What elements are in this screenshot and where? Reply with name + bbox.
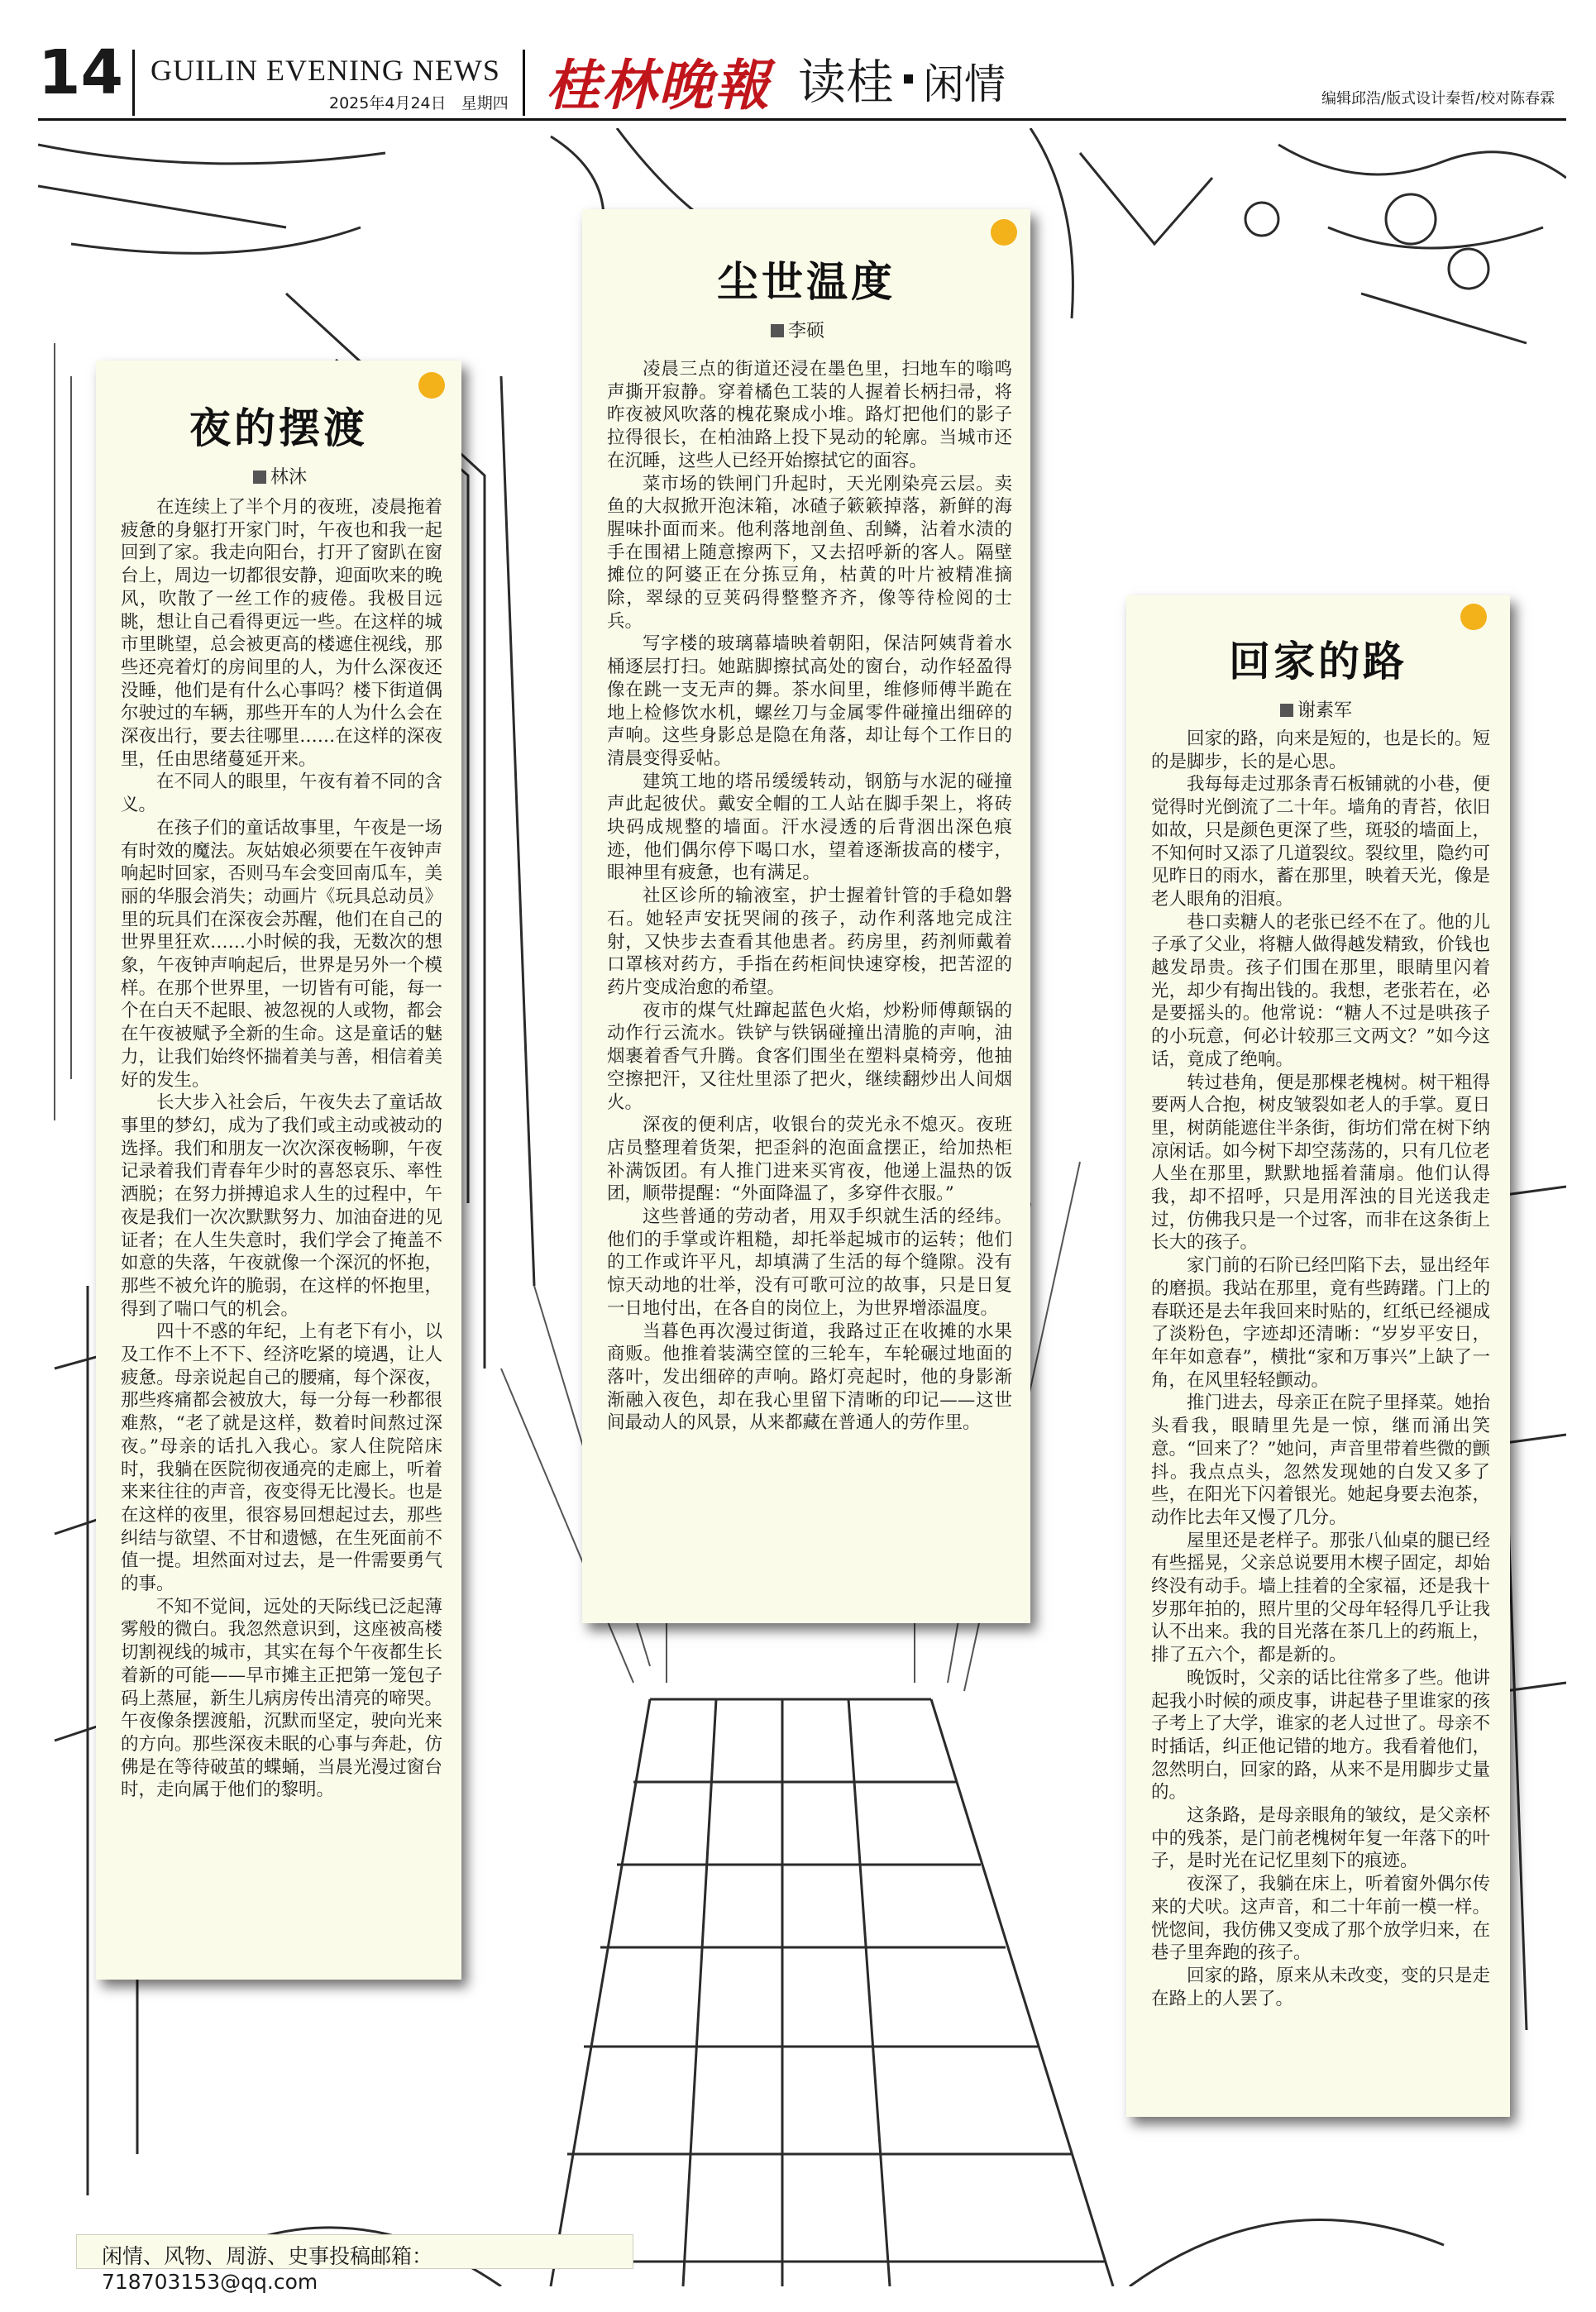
paragraph: 推门进去，母亲正在院子里择菜。她抬头看我，眼睛里先是一惊，继而涌出笑意。“回来了？”她问，声音里带着些微的颤抖。我点点头，忽然发现她的白发又多了些，在阳光下闪着银光。她起身要去泡茶，动作比去年又慢了几分。: [1151, 1392, 1490, 1528]
article-author: [253, 463, 461, 489]
issue-date: [329, 91, 509, 113]
editor-credits: 编辑邱浩/版式设计秦哲/校对陈春霖: [1321, 90, 1555, 107]
paragraph: 深夜的便利店，收银台的荧光永不熄灭。夜班店员整理着货架，把歪斜的泡面盒摆正，给加热柜补满饭团。有人推门进来买宵夜，他递上温热的饭团，顺带提醒：“外面降温了，多穿件衣服。”: [607, 1115, 1012, 1205]
article-panel-worldly-warmth: [582, 209, 1030, 1623]
dot-separator: [904, 74, 913, 84]
paragraph: 当暮色再次漫过街道，我路过正在收摊的水果商贩。他推着装满空筐的三轮车，车轮碾过地面的落叶，发出细碎的声响。路灯亮起时，他的身影渐渐融入夜色，却在我心里留下清晰的印记——这世间最动人的风景，从来都藏在普通人的劳作里。: [607, 1321, 1012, 1434]
orange-dot-badge: [991, 219, 1017, 246]
article-panel-night-ferry: [96, 361, 461, 1980]
author-square-icon: [1280, 704, 1293, 717]
paragraph: 晚饭时，父亲的话比往常多了些。他讲起我小时候的顽皮事，讲起巷子里谁家的孩子考上了大学，谁家的老人过世了。母亲不时插话，纠正他记错的地方。我看着他们，忽然明白，回家的路，从来不是用脚步丈量的。: [1151, 1667, 1490, 1803]
orange-dot-badge: [418, 372, 445, 399]
paragraph: 在连续上了半个月的夜班，凌晨拖着疲惫的身躯打开家门时，午夜也和我一起回到了家。我走向阳台，打开了窗趴在窗台上，周边一切都很安静，迎面吹来的晚风，吹散了一丝工作的疲倦。我极目远眺，想让自己看得更远一些。在这样的城市里眺望，总会被更高的楼遮住视线，那些还亮着灯的房间里的人，为什么深夜还没睡，他们是有什么心事吗？楼下街道偶尔驶过的车辆，那些开车的人为什么会在深夜出行，要去往哪里……在这样的深夜里，任由思绪蔓延开来。: [121, 497, 442, 770]
author-name: 谢素军: [1297, 700, 1353, 721]
section-title: [798, 43, 1006, 112]
paragraph: 夜市的煤气灶蹿起蓝色火焰，炒粉师傅颠锅的动作行云流水。铁铲与铁锅碰撞出清脆的声响，油烟裹着香气升腾。食客们围坐在塑料桌椅旁，他抽空擦把汗，又往灶里添了把火，继续翻炒出人间烟火。: [607, 1000, 1012, 1113]
paragraph: 屋里还是老样子。那张八仙桌的腿已经有些摇晃，父亲总说要用木楔子固定，却始终没有动手。墙上挂着的全家福，还是我十岁那年拍的，照片里的父母年轻得几乎让我认不出来。我的目光落在茶几上的药瓶上，排了五六个，都是新的。: [1151, 1530, 1490, 1666]
author-square-icon: [253, 471, 266, 484]
masthead: [0, 0, 1596, 124]
paragraph: 回家的路，向来是短的，也是长的。短的是脚步，长的是心思。: [1151, 728, 1490, 772]
paragraph: 建筑工地的塔吊缓缓转动，钢筋与水泥的碰撞声此起彼伏。戴安全帽的工人站在脚手架上，将砖块码成规整的墙面。汗水浸透的后背洇出深色痕迹，他们偶尔停下喝口水，望着逐渐拔高的楼宇，眼神里有疲惫，也有满足。: [607, 771, 1012, 884]
author-name: 李硕: [788, 321, 825, 342]
author-name: 林沐: [270, 467, 308, 488]
paragraph: 这些普通的劳动者，用双手织就生活的经纬。他们的手掌或许粗糙，却托举起城市的运转；他们的工作或许平凡，却填满了生活的每个缝隙。没有惊天动地的壮举，没有可歌可泣的故事，只是日复一日地付出，在各自的岗位上，为世界增添温度。: [607, 1206, 1012, 1319]
article-title: 夜的摆渡: [189, 404, 368, 452]
date-text: 2025年4月24日: [329, 94, 447, 112]
paragraph: 凌晨三点的街道还浸在墨色里，扫地车的嗡鸣声撕开寂静。穿着橘色工装的人握着长柄扫帚，将昨夜被风吹落的槐花聚成小堆。路灯把他们的影子拉得很长，在柏油路上投下晃动的轮廓。当城市还在沉睡，这些人已经开始擦拭它的面容。: [607, 359, 1012, 471]
article-title: 尘世温度: [717, 258, 896, 306]
paragraph: 菜市场的铁闸门升起时，天光刚染亮云层。卖鱼的大叔掀开泡沫箱，冰碴子簌簌掉落，新鲜的海腥味扑面而来。他利落地剖鱼、刮鳞，沾着水渍的手在围裙上随意擦两下，又去招呼新的客人。隔壁摊位的阿婆正在分拣豆角，枯黄的叶片被精准摘除，翠绿的豆荚码得整整齐齐，像等待检阅的士兵。: [607, 473, 1012, 632]
article-body: [121, 496, 442, 1802]
article-author: [1280, 696, 1510, 722]
weekday-text: 星期四: [461, 94, 509, 112]
submission-email-text: 闲情、风物、周游、史事投稿邮箱：718703153@qq.com: [102, 2244, 433, 2294]
paragraph: 这条路，是母亲眼角的皱纹，是父亲杯中的残茶，是门前老槐树年复一年落下的叶子，是时光在记忆里刻下的痕迹。: [1151, 1805, 1490, 1872]
paragraph: 巷口卖糖人的老张已经不在了。他的儿子承了父业，将糖人做得越发精致，价钱也越发昂贵。孩子们围在那里，眼睛里闪着光，却少有掏出钱的。我想，老张若在，必是要摇头的。他常说：“糖人不过是哄孩子的小玩意，何必计较那三文两文？”如今这话，竟成了绝响。: [1151, 911, 1490, 1070]
article-body: [607, 358, 1012, 1435]
paragraph: 不知不觉间，远处的天际线已泛起薄雾般的微白。我忽然意识到，这座被高楼切割视线的城市，其实在每个午夜都生长着新的可能——早市摊主正把第一笼包子码上蒸屉，新生儿病房传出清亮的啼哭。午夜像条摆渡船，沉默而坚定，驶向光来的方向。那些深夜未眠的心事与奔赴，仿佛是在等待破茧的蝶蛹，当晨光漫过窗台时，走向属于他们的黎明。: [121, 1596, 442, 1801]
paragraph: 写字楼的玻璃幕墙映着朝阳，保洁阿姨背着水桶逐层打扫。她踮脚擦拭高处的窗台，动作轻盈得像在跳一支无声的舞。茶水间里，维修师傅半跪在地上检修饮水机，螺丝刀与金属零件碰撞出细碎的声响。这些身影总是隐在角落，却让每个工作日的清晨变得妥帖。: [607, 633, 1012, 769]
paper-english-name: GUILIN EVENING NEWS: [151, 54, 500, 87]
paragraph: 回家的路，原来从未改变，变的只是走在路上的人罢了。: [1151, 1965, 1490, 2009]
paragraph: 夜深了，我躺在床上，听着窗外偶尔传来的犬吠。这声音，和二十年前一模一样。恍惚间，我仿佛又变成了那个放学归来，在巷子里奔跑的孩子。: [1151, 1874, 1490, 1964]
page-number: 14: [38, 37, 123, 108]
paragraph: 转过巷角，便是那棵老槐树。树干粗得要两人合抱，树皮皱裂如老人的手掌。夏日里，树荫能遮住半条街，街坊们常在树下纳凉闲话。如今树下却空荡荡的，只有几位老人坐在那里，默默地摇着蒲扇。他们认得我，却不招呼，只是用浑浊的目光送我走过，仿佛我只是一个过客，而非在这条街上长大的孩子。: [1151, 1072, 1490, 1254]
article-title: 回家的路: [1229, 638, 1407, 685]
paragraph: 四十不惑的年纪，上有老下有小，以及工作不上不下、经济吃紧的境遇，让人疲惫。母亲说起自己的腰痛，每个深夜，那些疼痛都会被放大，每一分每一秒都很难熬，“老了就是这样，数着时间熬过深夜。”母亲的话扎入我心。家人住院陪床时，我躺在医院彻夜通亮的走廊上，听着来来往往的声音，夜变得无比漫长。也是在这样的夜里，很容易回想起过去，那些纠结与欲望、不甘和遗憾，在生死面前不值一提。坦然面对过去，是一件需要勇气的事。: [121, 1321, 442, 1595]
paragraph: 家门前的石阶已经凹陷下去，显出经年的磨损。我站在那里，竟有些踌躇。门上的春联还是去年我回来时贴的，红纸已经褪成了淡粉色，字迹却还清晰：“岁岁平安日，年年如意春”，横批“家和万事兴”上缺了一角，在风里轻轻颤动。: [1151, 1255, 1490, 1391]
section-sub: 闲情: [923, 60, 1006, 108]
divider: [523, 50, 525, 116]
paragraph: 我每每走过那条青石板铺就的小巷，便觉得时光倒流了二十年。墙角的青苔，依旧如故，只是颜色更深了些，斑驳的墙面上，不知何时又添了几道裂纹。裂纹里，隐约可见昨日的雨水，蓄在那里，映着天光，像是老人眼角的泪痕。: [1151, 774, 1490, 910]
paragraph: 在孩子们的童话故事里，午夜是一场有时效的魔法。灰姑娘必须要在午夜钟声响起时回家，否则马车会变回南瓜车，美丽的华服会消失；动画片《玩具总动员》里的玩具们在深夜会苏醒，他们在自己的世界里狂欢……小时候的我，无数次的想象，午夜钟声响起后，世界是另外一个模样。在那个世界里，一切皆有可能，每一个在白天不起眼、被忽视的人或物，都会在午夜被赋予全新的生命。这是童话的魅力，让我们始终怀揣着美与善，相信着美好的发生。: [121, 817, 442, 1091]
author-square-icon: [771, 324, 784, 337]
paragraph: 在不同人的眼里，午夜有着不同的含义。: [121, 771, 442, 816]
paper-logo: 桂林晚報: [546, 53, 771, 117]
article-author: [771, 317, 1030, 342]
section-main: 读桂: [798, 54, 895, 110]
paragraph: 长大步入社会后，午夜失去了童话故事里的梦幻，成为了我们或主动或被动的选择。我们和朋友一次次深夜畅聊，午夜记录着我们青春年少时的喜怒哀乐、率性洒脱；在努力拼搏追求人生的过程中，午夜是我们一次次默默努力、加油奋进的见证者；在人生失意时，我们学会了掩盖不如意的失落，午夜就像一个深沉的怀抱，那些不被允许的脆弱，在这样的怀抱里，得到了喘口气的机会。: [121, 1092, 442, 1320]
divider: [132, 50, 135, 116]
article-panel-way-home: [1126, 595, 1510, 2117]
paragraph: 社区诊所的输液室，护士握着针管的手稳如磐石。她轻声安抚哭闹的孩子，动作利落地完成注射，又快步去查看其他患者。药房里，药剂师戴着口罩核对药方，手指在药柜间快速穿梭，把苦涩的药片变成治愈的希望。: [607, 886, 1012, 998]
submission-footer: [76, 2234, 633, 2294]
header-rule: [38, 118, 1566, 121]
article-body: [1151, 728, 1490, 2010]
orange-dot-badge: [1460, 604, 1487, 630]
